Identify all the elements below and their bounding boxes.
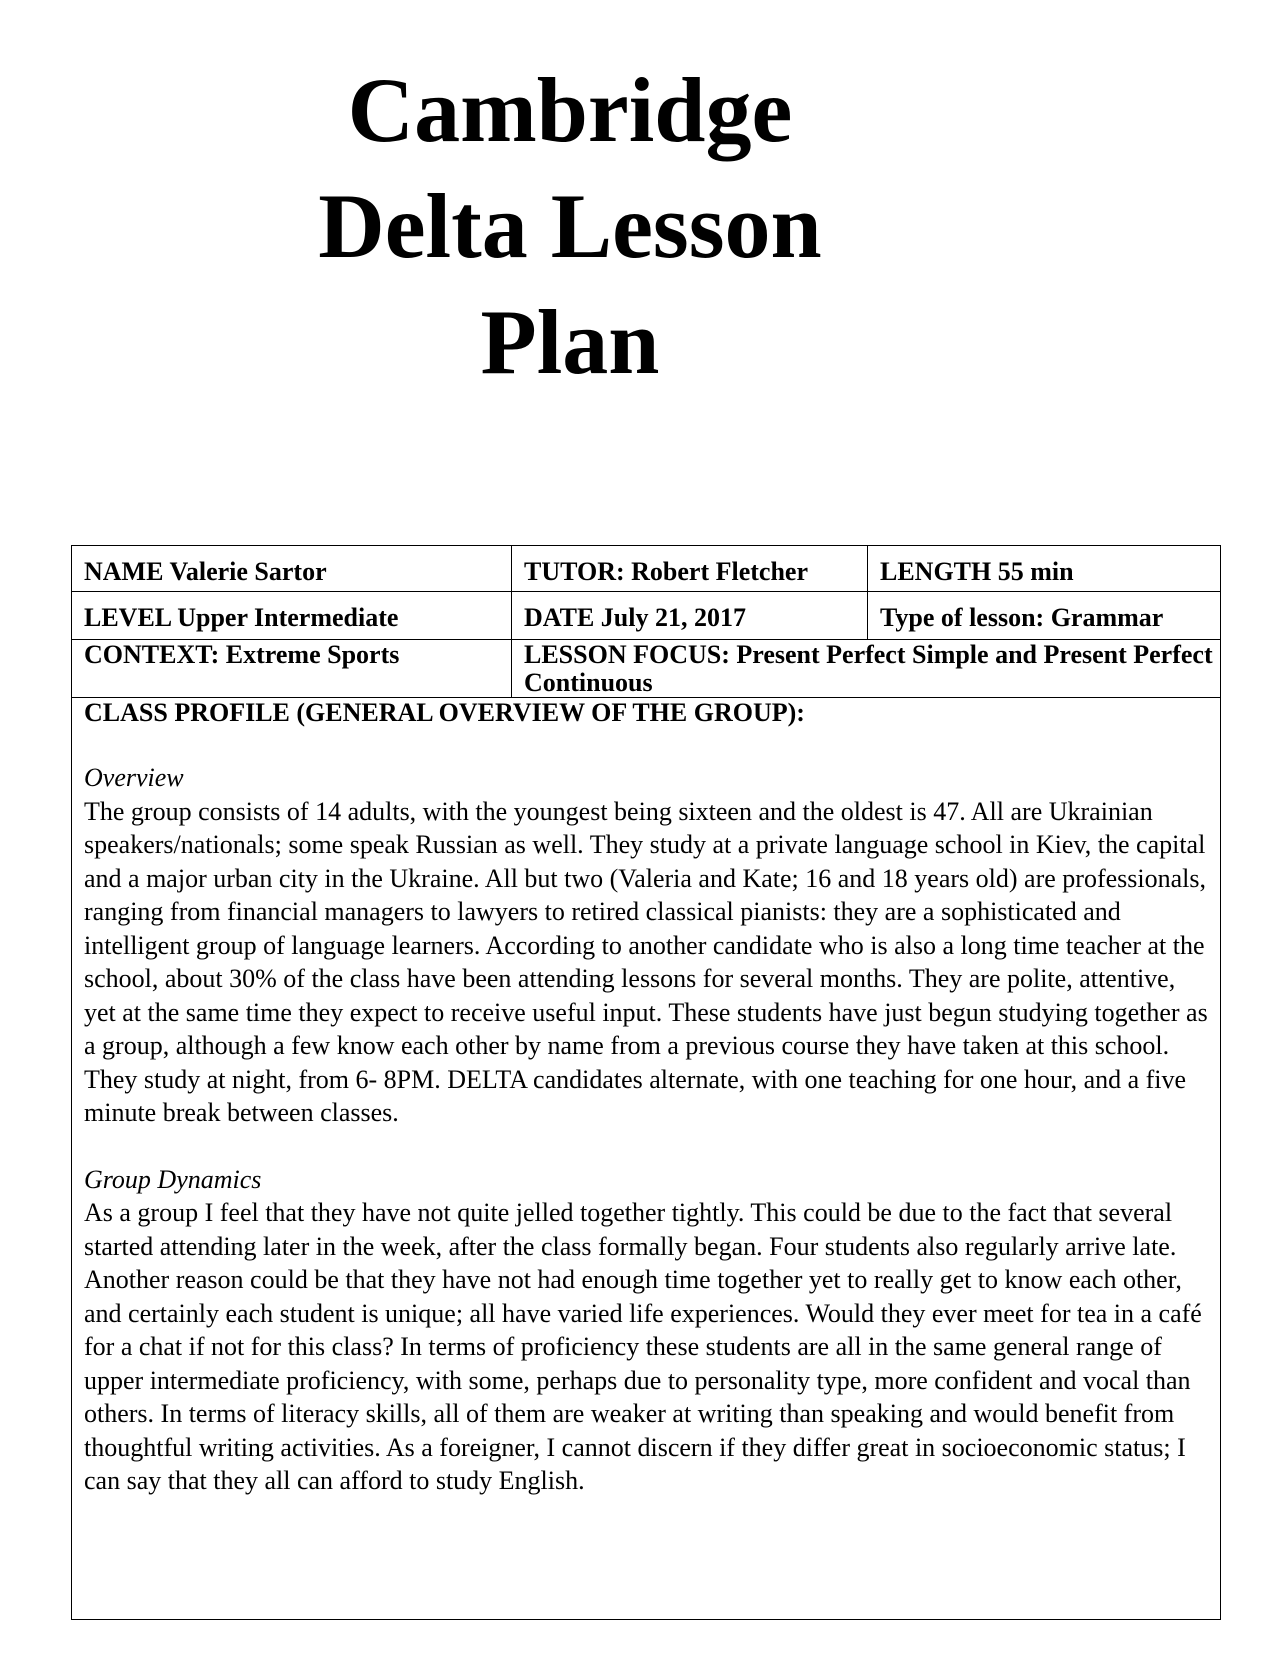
overview-paragraph: The group consists of 14 adults, with the youngest being sixteen and the oldest is 47. All are Ukrainian speakers/nationals; some speak Russian as well. They study at a private language school in Kiev, the capital and a major urban city in the Ukraine. All but two (Valeria and Kate; 16 and 18 years old) are professionals, ranging from financial managers to lawyers to retired classical pianists: they are a sophisticated and intelligent group of language learners. According to another candidate who is also a long time teacher at the school, about 30% of the class have been attending lessons for several months. They are polite, attentive, yet at the same time they expect to receive useful input. These students have just begun studying together as a group, although a few know each other by name from a previous course they have taken at this school. They study at night, from 6- 8PM. DELTA candidates alternate, with one teaching for one hour, and a five minute break between classes. — [84, 796, 1208, 1127]
table-row-context — [72, 640, 1220, 698]
group-dynamics-paragraph: As a group I feel that they have not quite jelled together tightly. This could be due to the fact that several started attending later in the week, after the class formally began. Four students also regularly arrive late. Another reason could be that they have not had enough time together yet to really get to know each other, and certainly each student is unique; all have varied life experiences. Would they ever meet for tea in a café for a chat if not for this class? In terms of proficiency these students are all in the same general range of upper intermediate proficiency, with some, perhaps due to personality type, more confident and vocal than others. In terms of literacy skills, all of them are weaker at writing than speaking and would benefit from thoughtful writing activities. As a foreigner, I cannot discern if they differ great in socioeconomic status; I can say that they all can afford to study English. — [84, 1198, 1202, 1495]
overview-title: Overview — [84, 763, 184, 792]
level-cell: LEVEL Upper Intermediate — [84, 603, 399, 632]
lesson-focus-cell: LESSON FOCUS: Present Perfect Simple and Present Perfect Continuous — [511, 640, 1220, 697]
context-cell: CONTEXT: Extreme Sports — [84, 640, 400, 669]
title-line-2: Delta Lesson — [318, 175, 822, 277]
name-cell: NAME Valerie Sartor — [84, 557, 327, 586]
length-cell: LENGTH 55 min — [867, 546, 1220, 591]
title-line-1: Cambridge — [347, 59, 793, 161]
tutor-cell: TUTOR: Robert Fletcher — [511, 546, 867, 591]
document-title — [280, 52, 860, 400]
lesson-type-cell: Type of lesson: Grammar — [867, 592, 1220, 639]
table-row-level — [72, 592, 1220, 640]
class-profile-heading: CLASS PROFILE (GENERAL OVERVIEW OF THE GROUP): — [84, 698, 805, 727]
date-cell: DATE July 21, 2017 — [511, 592, 867, 639]
class-profile-section — [72, 698, 1220, 1619]
table-row-name — [72, 546, 1220, 592]
group-dynamics-title: Group Dynamics — [84, 1164, 262, 1194]
lesson-plan-table — [71, 545, 1221, 1620]
title-line-3: Plan — [480, 291, 660, 393]
